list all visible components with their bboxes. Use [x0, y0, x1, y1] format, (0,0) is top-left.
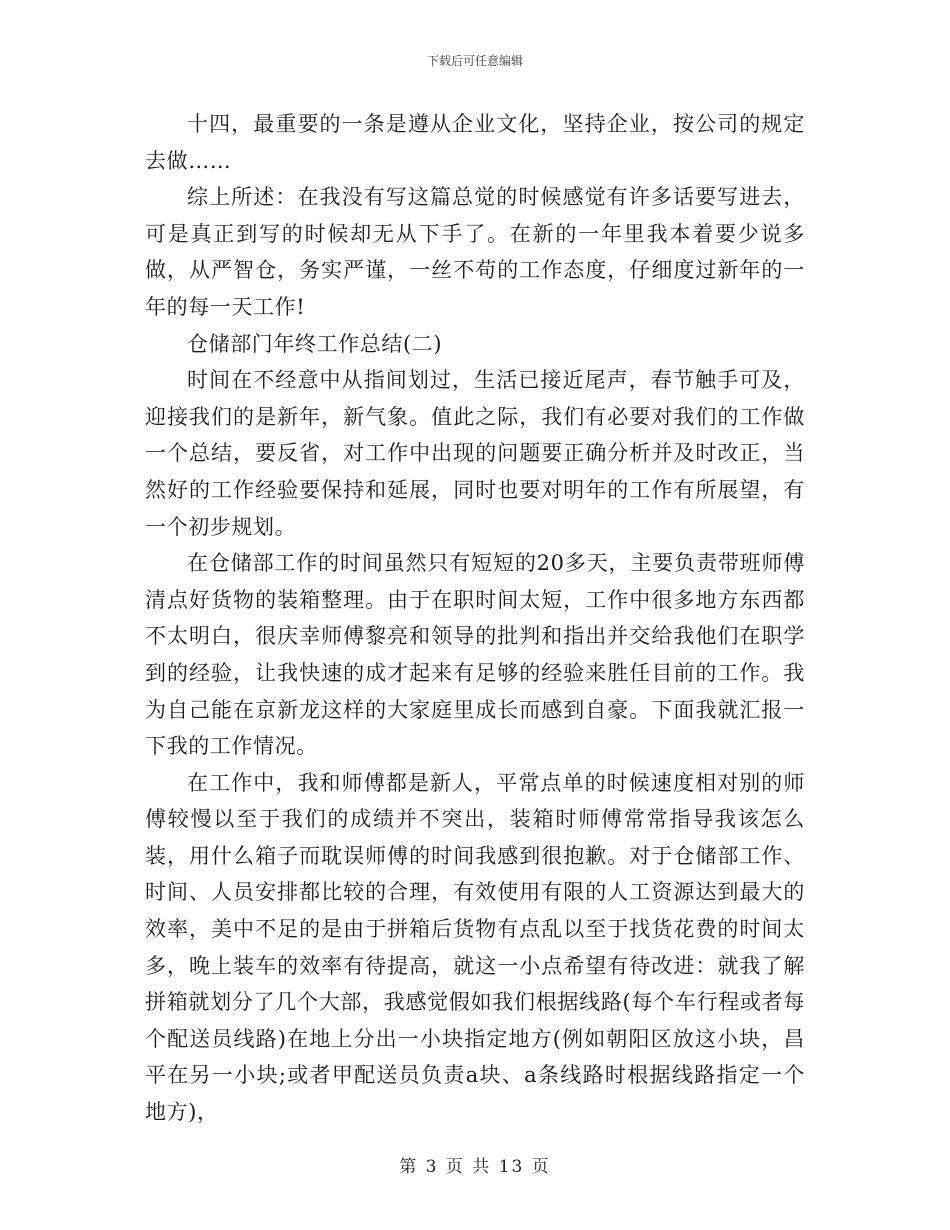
paragraph-work-situation: 在工作中，我和师傅都是新人，平常点单的时候速度相对别的师傅较慢以至于我们的成绩并不突出，装箱时师傅常常指导我该怎么装，用什么箱子而耽误师傅的时间我感到很抱歉。对于仓储部工作、时间、人员安排都比较的合理，有效使用有限的人工资源达到最大的效率，美中不足的是由于拼箱后货物有点乱以至于找货花费的时间太多，晚上装车的效率有待提高，就这一小点希望有待改进：就我了解拼箱就划分了几个大部，我感觉假如我们根据线路(每个车行程或者每个配送员线路)在地上分出一小块指定地方(例如朝阳区放这小块，昌平在另一小块;或者甲配送员负责a块、a条线路时根据线路指定一个地方)，	[145, 770, 805, 1125]
paragraph-intro: 时间在不经意中从指间划过，生活已接近尾声，春节触手可及，迎接我们的是新年，新气象。值此之际，我们有必要对我们的工作做一个总结，要反省，对工作中出现的问题要正确分析并及时改正，当然好的工作经验要保持和延展，同时也要对明年的工作有所展望，有一个初步规划。	[145, 368, 805, 539]
paragraph-experience: 在仓储部工作的时间虽然只有短短的20多天，主要负责带班师傅清点好货物的装箱整理。由于在职时间太短，工作中很多地方东西都不太明白，很庆幸师傅黎亮和领导的批判和指出并交给我他们在职学到的经验，让我快速的成才起来有足够的经验来胜任目前的工作。我为自己能在京新龙这样的大家庭里成长而感到自豪。下面我就汇报一下我的工作情况。	[145, 551, 805, 759]
section-title: 仓储部门年终工作总结(二)	[187, 331, 443, 356]
page-header-note: 下载后可任意编辑	[426, 54, 523, 68]
paragraph-item-14: 十四，最重要的一条是遵从企业文化，坚持企业，按公司的规定去做……	[145, 112, 805, 173]
document-body	[145, 106, 805, 1131]
page-number: 第 3 页 共 13 页	[399, 1157, 551, 1177]
paragraph-summary: 综上所述：在我没有写这篇总觉的时候感觉有许多话要写进去，可是真正到写的时候却无从下手了。在新的一年里我本着要少说多做，从严智仓，务实严谨，一丝不苟的工作态度，仔细度过新年的一年的每一天工作!	[145, 185, 805, 319]
